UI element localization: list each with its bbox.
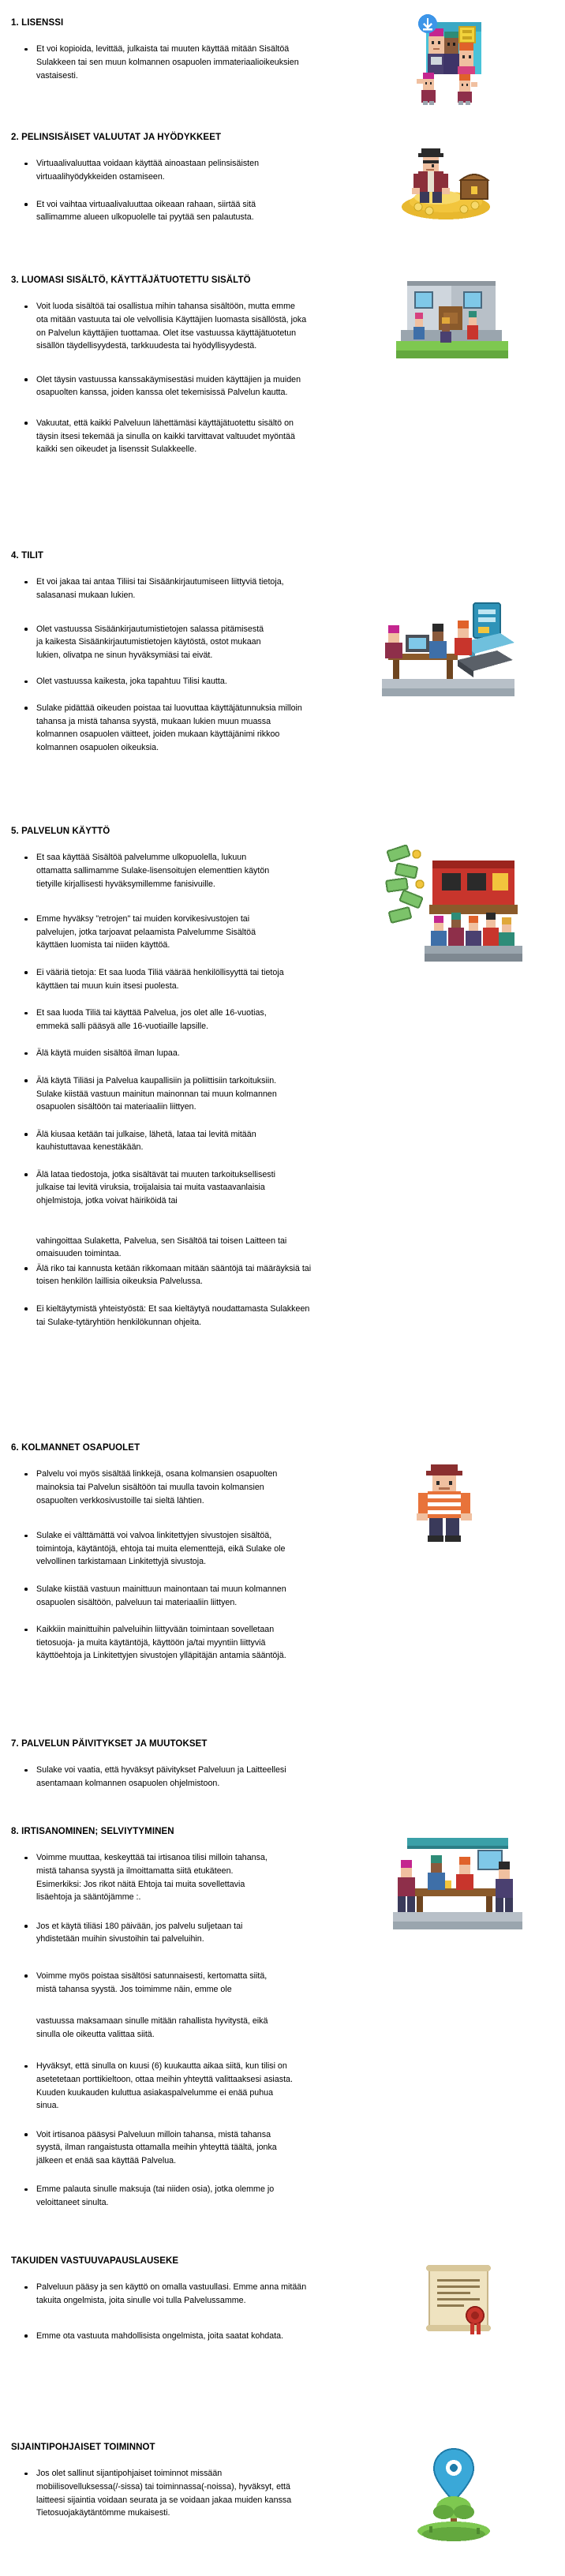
illustration-scroll-certificate <box>417 2262 502 2341</box>
list-item: Sulake kiistää vastuun mainittuun mainontaan tai muun kolmannen osapuolen sisältöön, palveluun tai materiaaliin liittyen. <box>0 1583 304 1609</box>
list-item: Älä käytä muiden sisältöä ilman lupaa. <box>0 1047 300 1060</box>
bullet-list <box>0 2281 410 2342</box>
list-item: Voit luoda sisältöä tai osallistua mihin tahansa sisältöön, mutta emme ota mitään vastuuta tai ole velvollisia Käyttäjien luomasta sisällöstä, joka on Palvelun käyttäjien tuottamaa. Olet itse vastuussa käyttäjätuotetun sisällön täydellisyydestä, tarkkuudesta tai hyödyllisyydestä. <box>0 300 308 352</box>
section-tilit <box>0 550 410 754</box>
bullet-list <box>0 157 410 223</box>
bullet-list <box>0 1468 410 1663</box>
section-takuiden-vastuuvapauslauseke <box>0 2255 410 2342</box>
section-heading: 5. PALVELUN KÄYTTÖ <box>11 827 110 836</box>
section-irtisanominen <box>0 1826 410 2210</box>
list-item: Olet vastuussa kaikesta, joka tapahtuu Tilisi kautta. <box>0 675 304 688</box>
list-item: Sulake ei välttämättä voi valvoa linkitettyjen sivustojen sisältöä, toimintoja, käytäntöjä, ehtoja tai muita elementtejä, eikä Sulake ole velvollinen tarkistamaan Linkitettyjä sivustoja. <box>0 1529 304 1569</box>
list-item: Jos olet sallinut sijantipohjaiset toiminnot missään mobiilisovelluksessa(/-sissa) tai toiminnassa(-noissa), hyväksyt, että laitteesi sijaintia voidaan seurata ja se voidaan jakaa muiden kanssa Tietosuojakäytäntömme mukaisesti. <box>0 2467 308 2519</box>
section-sijaintipohjaiset-toiminnot <box>0 2442 410 2520</box>
section-palvelun-kaytto <box>0 826 410 1329</box>
bullet-list <box>0 1851 410 2209</box>
bullet-list <box>0 43 395 82</box>
list-item: Vakuutat, että kaikki Palveluun lähettämäsi käyttäjätuotettu sisältö on täysin itsesi tekemää ja sinulla on kaikki tarvittavat valtuudet myöntää kaikki sen oikeudet ja lisenssit Sulakkeelle. <box>0 417 308 456</box>
bullet-list <box>0 576 410 754</box>
list-item: Emme hyväksy "retrojen" tai muiden korvikesivustojen tai palvelujen, jotka tarjoavat pelaamista Palvelumme Sisältöä käyttäen luomista tai niiden käyttöä. <box>0 913 278 952</box>
list-item: Et saa käyttää Sisältöä palvelumme ulkopuolella, lukuun ottamatta sallimamme Sulake-lisensoitujen elementtien käytön tietyille kirjallisesti hyväksymillemme fanisivuille. <box>0 851 278 891</box>
list-item: Et voi kopioida, levittää, julkaista tai muuten käyttää mitään Sisältöä Sulakkeen tai sen muun kolmannen osapuolen immateriaalioikeuksien vastaisesti. <box>0 43 300 82</box>
list-item: Sulake voi vaatia, että hyväksyt päivitykset Palveluun ja Laitteellesi asentamaan kolmannen osapuolen ohjelmistoon. <box>0 1764 304 1790</box>
section-palvelun-paivitykset <box>0 1738 410 1790</box>
list-item: Hyväksyt, että sinulla on kuusi (6) kuukautta aikaa siitä, kun tilisi on asetetetaan porttikieltoon, ottaa meihin yhteyttä valittaaksesi asiasta. Kuuden kuukauden kuluttua asiakaspalvelumme ei enää puhua sinua. <box>0 2060 296 2112</box>
section-heading: 2. PELINSISÄISET VALUUTAT JA HYÖDYKKEET <box>11 133 222 142</box>
section-heading: 4. TILIT <box>11 551 44 561</box>
section-kolmannet-osapuolet <box>0 1442 410 1663</box>
list-item: Virtuaalivaluuttaa voidaan käyttää ainoastaan pelinsisäisten virtuaalihyödykkeiden ostamiseen. <box>0 157 292 183</box>
section-heading: 7. PALVELUN PÄIVITYKSET JA MUUTOKSET <box>11 1739 208 1749</box>
list-item: Voimme myös poistaa sisältösi satunnaisesti, kertomatta siitä, mistä tahansa syystä. Jos toimimme näin, emme ole <box>0 1970 272 1996</box>
illustration-party-scene <box>393 1833 522 1936</box>
list-item: Sulake pidättää oikeuden poistaa tai luovuttaa käyttäjätunnuksia milloin tahansa ja mistä tahansa syystä, mukaan lukien muun muassa kolmannen osapuolen väitteet, joiden mukaan käyttäjänimi rikkoo kolmannen osapuolen oikeuksia. <box>0 702 304 754</box>
list-item: Emme ota vastuuta mahdollisista ongelmista, joita saatat kohdata. <box>0 2330 296 2343</box>
section-heading: TAKUIDEN VASTUUVAPAUSLAUSEKE <box>11 2256 179 2266</box>
illustration-location-pin-tree <box>410 2444 497 2547</box>
list-item: Et saa luoda Tiliä tai käyttää Palvelua, jos olet alle 16-vuotias, emmekä salli pääsyä alle 16-vuotiaille lapsille. <box>0 1007 300 1033</box>
section-heading: SIJAINTIPOHJAISET TOIMINNOT <box>11 2443 155 2452</box>
section-heading: 3. LUOMASI SISÄLTÖ, KÄYTTÄJÄTUOTETTU SISÄLTÖ <box>11 276 251 285</box>
list-item: Olet täysin vastuussa kanssakäymisestäsi muiden käyttäjien ja muiden osapuolten kanssa, joiden kanssa olet tekemisissä Palvelun kautta. <box>0 373 308 399</box>
illustration-third-party-figure <box>404 1457 491 1548</box>
list-item-continuation: vastuussa maksamaan sinulle mitään rahallista hyvitystä, eikä sinulla ole oikeutta valittaa siitä. <box>36 2016 268 2039</box>
list-item: Voit irtisanoa pääsysi Palveluun milloin tahansa, mistä tahansa syystä, ilman rangaistusta ottamalla meihin yhteyttä täältä, jonka jälkeen et enää saa käyttää Palvelua. <box>0 2128 296 2168</box>
list-item: Älä käytä Tiliäsi ja Palvelua kaupallisiin ja poliittisiin tarkoituksiin. Sulake kiistää vastuun mainitun mainonnan tai muun kolmannen osapuolen sisältöön tai materiaaliin liittyen. <box>0 1074 300 1114</box>
section-heading: 6. KOLMANNET OSAPUOLET <box>11 1443 140 1453</box>
list-item: Ei vääriä tietoja: Et saa luoda Tiliä väärää henkilöllisyyttä tai tietoja käyttäen tai muun kuin itsesi puolesta. <box>0 966 300 992</box>
list-item: Et voi vaihtaa virtuaalivaluuttaa oikeaan rahaan, siirtää sitä sallimamme alueen ulkopuolelle tai pyytää sen palautusta. <box>0 198 292 224</box>
section-lisenssi <box>0 17 395 82</box>
bullet-list <box>0 300 426 456</box>
list-item: Olet vastuussa Sisäänkirjautumistietojen salassa pitämisestä ja kaikesta Sisäänkirjautumistietojen käytöstä, ostot mukaan lukien, olivatpa ne sinun hyväksymiäsi tai eivät. <box>0 623 268 662</box>
section-heading: 8. IRTISANOMINEN; SELVIYTYMINEN <box>11 1827 174 1836</box>
list-item: Älä lataa tiedostoja, jotka sisältävät tai muuten tarkoituksellisesti julkaise tai levitä viruksia, troijalaisia tai muita vastaavanlaisia ohjelmistoja, jotka voivat häiriköidä tai <box>0 1168 280 1208</box>
bullet-list <box>0 1764 410 1790</box>
list-item: Et voi jakaa tai antaa Tiliisi tai Sisäänkirjautumiseen liittyviä tietoja, salasanasi mukaan lukien. <box>0 576 304 602</box>
bullet-list <box>0 2467 410 2519</box>
illustration-habbo-avatars-download <box>409 14 496 107</box>
section-luomasi-sisalto <box>0 275 426 456</box>
section-heading: 1. LISENSSI <box>11 18 64 28</box>
list-item: Palveluun pääsy ja sen käyttö on omalla vastuullasi. Emme anna mitään takuita ongelmista, joita sinulle voi tulla Palvelussamme. <box>0 2281 308 2307</box>
list-item: Voimme muuttaa, keskeyttää tai irtisanoa tilisi milloin tahansa, mistä tahansa syystä ja ilmoittamatta siitä etukäteen. Esimerkiksi: Jos rikot näitä Ehtoja tai muita sovellettavia lisäehtoja ja sääntöjämme :. <box>0 1851 268 1903</box>
bullet-list <box>0 851 410 1329</box>
list-item: Emme palauta sinulle maksuja (tai niiden osia), jotka olemme jo veloittaneet sinulta. <box>0 2183 316 2209</box>
list-item: Palvelu voi myös sisältää linkkejä, osana kolmansien osapuolten mainoksia tai Palvelun sisältöön tai muulla tavoin kolmansien osapuolten verkkosivustoille tai sieltä lähtien. <box>0 1468 304 1507</box>
list-item: Älä kiusaa ketään tai julkaise, lähetä, lataa tai levitä mitään kauhistuttavaa kenestäkään. <box>0 1128 300 1154</box>
list-item: Älä riko tai kannusta ketään rikkomaan mitään sääntöjä tai määräyksiä tai toisen henkilön laillisia oikeuksia Palvelussa. <box>0 1262 316 1288</box>
list-item: Ei kieltäytymistä yhteistyöstä: Et saa kieltäytyä noudattamasta Sulakkeen tai Sulake-tytäryhtiön henkilökunnan ohjeita. <box>0 1303 316 1329</box>
list-item: Jos et käytä tiliäsi 180 päivään, jos palvelu suljetaan tai yhdistetään muihin sivustoihin tai palveluihin. <box>0 1920 268 1946</box>
section-pelinsisaiset-valuutat <box>0 132 410 224</box>
list-item-continuation: vahingoittaa Sulaketta, Palvelua, sen Sisältöä tai toisen Laitteen tai omaisuuden toimintaa. <box>36 1236 287 1259</box>
list-item: Kaikkiin mainittuihin palveluihin liittyvään toimintaan sovelletaan tietosuoja- ja muita käytäntöjä, käyttöön ja/tai myyntiin liittyviä käyttöehtoja ja Linkitettyjen sivustojen ylläpitäjän antamia sääntöjä. <box>0 1623 304 1663</box>
